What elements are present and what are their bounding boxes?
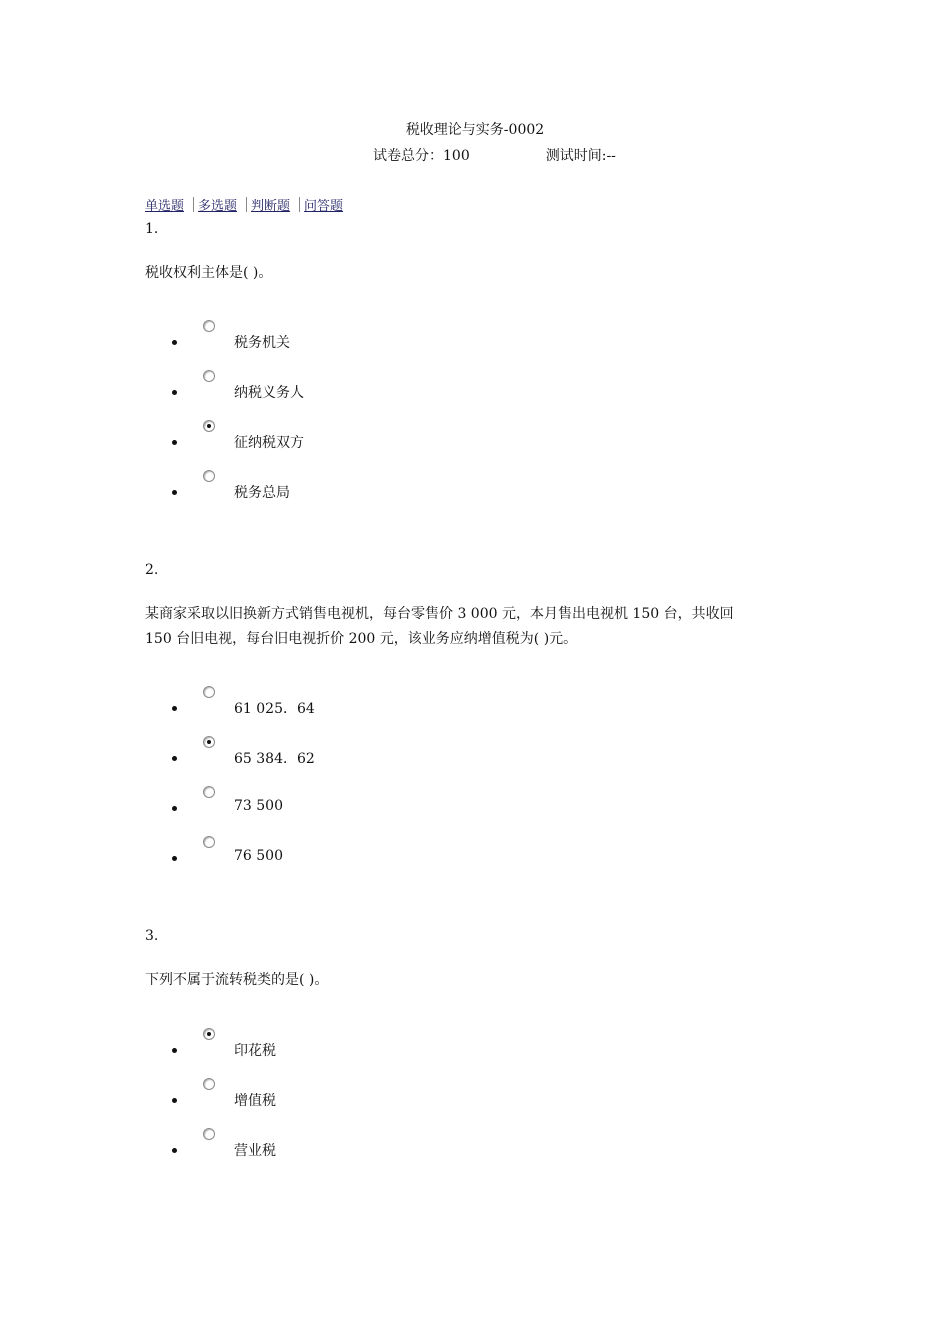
option-label: 征纳税双方 [234, 435, 304, 451]
radio-button[interactable] [203, 470, 215, 482]
option-item [145, 734, 805, 784]
option-item [145, 1026, 805, 1076]
tab-single-choice[interactable]: 单选题 [145, 199, 185, 214]
option-label: 76 500 [234, 848, 283, 864]
question-number: 1. [145, 221, 159, 237]
bullet-icon [172, 490, 177, 495]
bullet-icon [172, 1148, 177, 1153]
question-number: 2. [145, 562, 159, 578]
question-stem [145, 602, 805, 652]
tab-divider [299, 197, 300, 212]
option-label: 73 500 [234, 798, 283, 814]
radio-button[interactable] [203, 736, 215, 748]
radio-button[interactable] [203, 420, 215, 432]
option-item [145, 1126, 805, 1176]
bullet-icon [172, 340, 177, 345]
tab-true-false[interactable]: 判断题 [251, 199, 291, 214]
tab-divider [246, 197, 247, 212]
question-number: 3. [145, 928, 159, 944]
radio-button[interactable] [203, 1128, 215, 1140]
option-label: 增值税 [234, 1093, 276, 1109]
question-stem-line: 某商家采取以旧换新方式销售电视机，每台零售价 3 000 元，本月售出电视机 150 台，共收回 [145, 606, 734, 622]
radio-button[interactable] [203, 836, 215, 848]
tab-multiple-choice[interactable]: 多选题 [198, 199, 238, 214]
option-label: 税务机关 [234, 335, 290, 351]
option-item [145, 318, 805, 368]
radio-button[interactable] [203, 1078, 215, 1090]
radio-button[interactable] [203, 1028, 215, 1040]
radio-button[interactable] [203, 370, 215, 382]
question-type-tabs [145, 195, 343, 214]
question-2 [145, 562, 805, 884]
option-label: 61 025．64 [234, 701, 315, 717]
exam-title: 税收理论与实务-0002 [405, 122, 545, 138]
option-item [145, 368, 805, 418]
option-label: 纳税义务人 [234, 385, 304, 401]
question-stem-line: 150 台旧电视，每台旧电视折价 200 元，该业务应纳增值税为( )元。 [145, 631, 578, 647]
option-list [145, 684, 805, 884]
exam-meta [373, 145, 616, 165]
question-stem: 税收权利主体是( )。 [145, 265, 273, 281]
bullet-icon [172, 706, 177, 711]
option-label: 营业税 [234, 1143, 276, 1159]
bullet-icon [172, 756, 177, 761]
bullet-icon [172, 440, 177, 445]
bullet-icon [172, 806, 177, 811]
tab-essay[interactable]: 问答题 [304, 199, 344, 214]
bullet-icon [172, 1098, 177, 1103]
option-label: 65 384．62 [234, 751, 315, 767]
radio-button[interactable] [203, 686, 215, 698]
question-stem: 下列不属于流转税类的是( )。 [145, 972, 329, 988]
option-item [145, 1076, 805, 1126]
bullet-icon [172, 1048, 177, 1053]
option-item [145, 684, 805, 734]
radio-button[interactable] [203, 320, 215, 332]
option-list [145, 1026, 805, 1176]
option-item [145, 834, 805, 884]
option-label: 印花税 [234, 1043, 276, 1059]
question-3 [145, 928, 805, 1176]
option-list [145, 318, 805, 518]
option-item [145, 468, 805, 518]
option-item [145, 784, 805, 834]
radio-button[interactable] [203, 786, 215, 798]
test-time: 测试时间:-- [545, 148, 616, 164]
option-item [145, 418, 805, 468]
bullet-icon [172, 856, 177, 861]
tab-divider [193, 197, 194, 212]
bullet-icon [172, 390, 177, 395]
total-score: 试卷总分：100 [373, 148, 470, 164]
option-label: 税务总局 [234, 485, 290, 501]
question-1 [145, 221, 805, 518]
